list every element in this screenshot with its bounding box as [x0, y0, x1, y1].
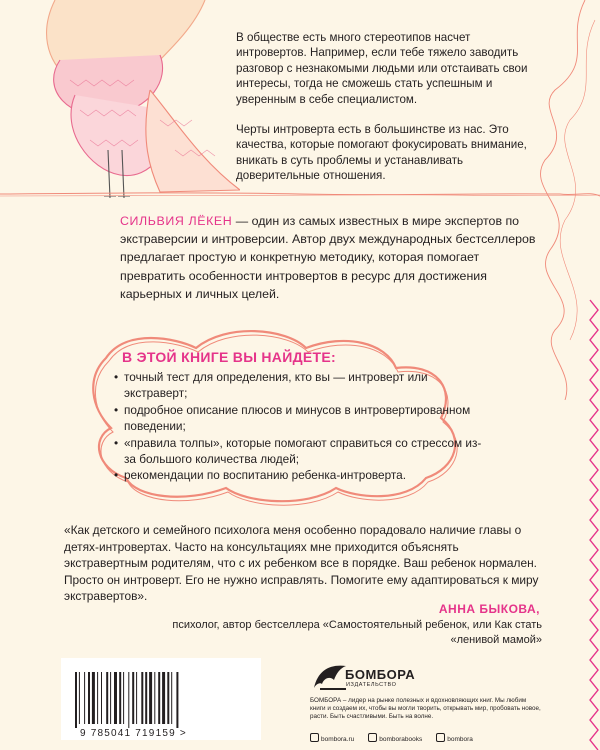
publisher-subtitle: ИЗДАТЕЛЬСТВО	[346, 682, 397, 688]
bullet: •	[114, 370, 119, 384]
bombora-logo-icon	[310, 660, 350, 692]
list-item	[114, 435, 484, 468]
bullet: •	[114, 468, 119, 483]
vk-icon	[368, 733, 377, 742]
barcode-bar	[101, 672, 102, 724]
author-bio-text: — один из самых известных в мире экспертов по экстраверсии и интроверсии. Автор двух международных бестселлеров предлагает простую и конкретную методику, которая помогает превратить особенности интровертов в ресурс для достижения карьерных и личных целей.	[120, 214, 536, 301]
barcode-bar	[141, 672, 143, 724]
testimonial-author-description: психолог, автор бестселлера «Самостоятельный ребенок, или Как стать «ленивой мамой»	[172, 619, 542, 646]
intro-paragraph-2: Черты интроверта есть в большинстве из нас. Это качества, которые помогают фокусировать внимание, вникать в суть проблемы и устанавливать доверительные отношения.	[236, 123, 527, 183]
scribble-divider	[0, 188, 600, 208]
social-link-telegram[interactable]	[436, 733, 473, 743]
publisher-description: БОМБОРА – лидер на рынке полезных и вдохновляющих книг. Мы любим книги и создаем их, чтобы вы могли творить, открывать мир, пробовать новое, расти. Быть счастливыми. Быть на волне.	[310, 697, 541, 721]
barcode-bar	[171, 672, 172, 724]
barcode-bar	[75, 672, 77, 728]
social-link-vk[interactable]	[368, 733, 422, 743]
barcode-bar	[119, 672, 121, 724]
barcode-bar	[132, 672, 134, 724]
barcode-bar	[176, 672, 178, 728]
testimonial-author: АННА БЫКОВА,	[438, 602, 540, 616]
barcode-bar	[106, 672, 108, 724]
barcode-bar	[158, 672, 160, 724]
telegram-icon	[436, 733, 445, 742]
barcode-bar	[123, 672, 124, 724]
testimonial-quote: «Как детского и семейного психолога меня особенно порадовало наличие главы о детях-интровертах. Часто на консультациях мне приходится объяснять экстравертным родителям, что с их ребенком все в порядке. Ваш ребенок нормален. Просто он интроверт. Его не нужно исправлять. Помогите ему адаптироваться к миру экстравертов».	[64, 523, 539, 604]
barcode-bar	[162, 672, 165, 724]
right-edge-pink-scribble	[560, 0, 600, 750]
social-link-site[interactable]	[310, 733, 354, 743]
list-item	[114, 467, 484, 483]
list-item-text: точный тест для определения, кто вы — интроверт или экстраверт;	[124, 370, 428, 401]
list-title: В ЭТОЙ КНИГЕ ВЫ НАЙДЕТЕ:	[122, 349, 336, 365]
barcode-bar	[128, 672, 129, 728]
publisher-name: БОМБОРА	[345, 667, 416, 682]
social-label: bombora.ru	[321, 736, 355, 743]
list-item-text: «правила толпы», которые помогают справиться со стрессом из-за большого количества людей;	[124, 435, 482, 467]
barcode-bar	[79, 672, 80, 724]
book-contents-list	[114, 369, 484, 484]
author-bio	[120, 212, 540, 303]
barcode-bar	[154, 672, 155, 724]
barcode-bar	[114, 672, 117, 724]
bullet: •	[114, 402, 119, 417]
barcode-bar	[149, 672, 152, 724]
social-links	[310, 733, 473, 743]
social-label: bomborabooks	[379, 736, 423, 743]
barcode-bar	[167, 672, 169, 724]
list-item-text: рекомендации по воспитанию ребенка-интроверта.	[124, 468, 407, 483]
barcode-bar	[110, 672, 111, 724]
list-item	[114, 369, 484, 402]
intro-paragraph-1: В обществе есть много стереотипов насчет интровертов. Например, если тебе тяжело заводить разговор с незнакомыми людьми или отстаивать свои интересы, тогда не сможешь стать успешным и уверенным в себе специалистом.	[236, 31, 528, 106]
barcode-bar	[136, 672, 137, 724]
list-item	[114, 402, 484, 435]
knitted-character-illustration	[0, 0, 240, 200]
barcode-bar	[97, 672, 98, 724]
author-name: СИЛЬВИЯ ЛЁКЕН	[120, 214, 233, 228]
barcode-bar	[88, 672, 90, 724]
barcode-bar	[145, 672, 147, 724]
barcode-bar	[84, 672, 85, 724]
globe-icon	[310, 733, 319, 742]
list-item-text: подробное описание плюсов и минусов в интровертированном поведении;	[124, 402, 471, 434]
barcode-bar	[92, 672, 95, 724]
barcode-number: 9 785041 719159 >	[80, 728, 187, 739]
bullet: •	[114, 435, 119, 450]
social-label: bombora	[447, 736, 473, 743]
